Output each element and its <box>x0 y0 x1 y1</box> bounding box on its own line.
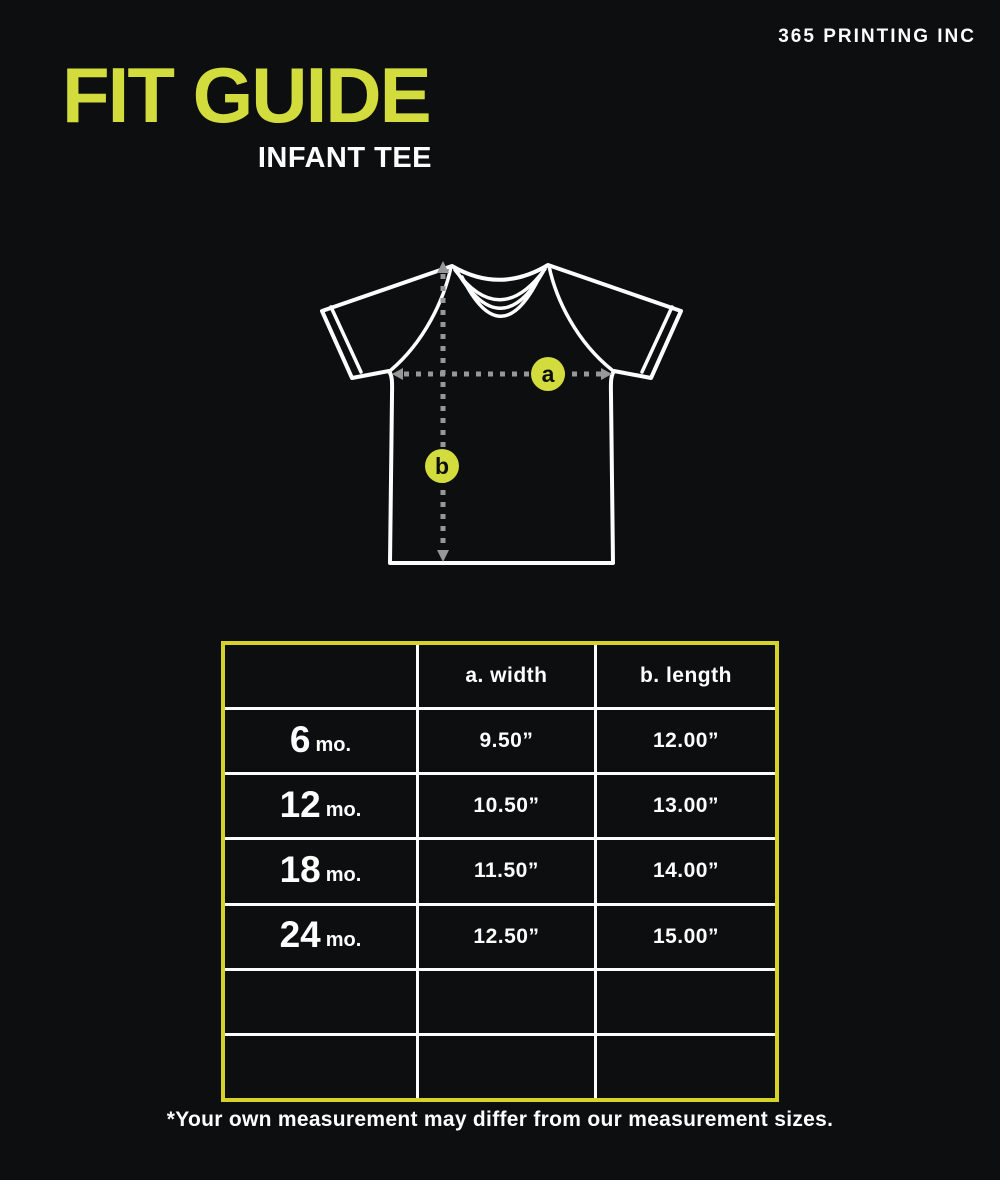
brand-name: 365 PRINTING INC <box>778 26 976 47</box>
width-value: 11.50” <box>419 840 594 902</box>
length-value: 14.00” <box>597 840 775 902</box>
page-title: FIT GUIDE <box>62 51 430 139</box>
table-cell-empty <box>225 971 416 1033</box>
table-header-length: b. length <box>597 645 775 707</box>
size-unit: mo. <box>315 733 352 756</box>
size-table <box>221 641 779 1102</box>
marker-a-label: a <box>541 361 555 387</box>
size-number: 24 <box>279 914 321 956</box>
tshirt-outline-icon <box>322 265 681 563</box>
measurement-disclaimer: *Your own measurement may differ from our measurement sizes. <box>166 1108 834 1131</box>
table-header-size <box>225 645 416 707</box>
size-number: 6 <box>289 718 311 760</box>
width-value: 12.50” <box>419 906 594 968</box>
size-number: 18 <box>279 848 321 890</box>
table-cell-empty <box>419 971 594 1033</box>
table-cell-empty <box>597 971 775 1033</box>
measurement-arrows <box>392 261 612 562</box>
tshirt-measurement-diagram <box>300 245 710 575</box>
title-block <box>62 51 432 175</box>
table-row-size-label <box>225 840 416 902</box>
length-value: 13.00” <box>597 775 775 837</box>
size-unit: mo. <box>325 929 362 952</box>
table-row-size-label <box>225 906 416 968</box>
table-cell-empty <box>419 1036 594 1098</box>
table-cell-empty <box>597 1036 775 1098</box>
width-value: 9.50” <box>419 710 594 772</box>
marker-a <box>531 357 565 391</box>
table-row-size-label <box>225 710 416 772</box>
collar-ribbing-line <box>462 276 540 316</box>
size-unit: mo. <box>325 798 362 821</box>
page-subtitle: INFANT TEE <box>257 142 432 174</box>
table-cell-empty <box>225 1036 416 1098</box>
length-value: 12.00” <box>597 710 775 772</box>
size-number: 12 <box>279 783 321 825</box>
marker-b <box>425 449 459 483</box>
size-unit: mo. <box>325 863 362 886</box>
arrow-down-icon <box>437 550 449 562</box>
table-row-size-label <box>225 775 416 837</box>
marker-b-label: b <box>434 453 450 479</box>
armhole-seam-right <box>549 266 612 370</box>
table-header-width: a. width <box>419 645 594 707</box>
width-value: 10.50” <box>419 775 594 837</box>
length-value: 15.00” <box>597 906 775 968</box>
